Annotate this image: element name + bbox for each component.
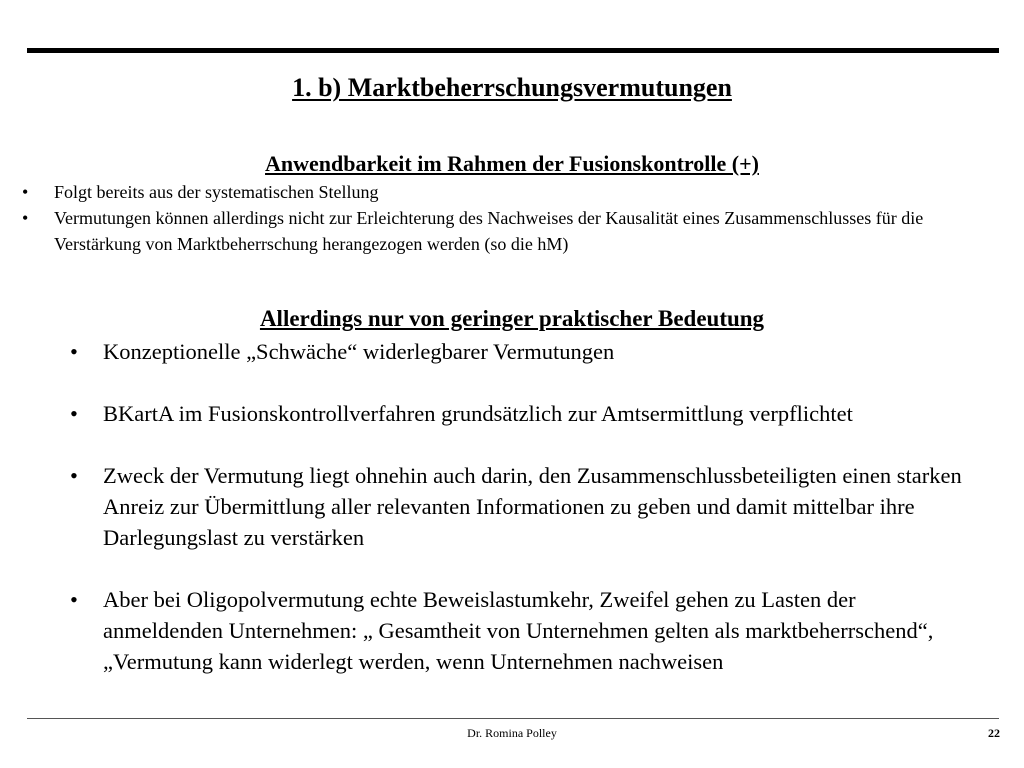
bullet-text: Vermutungen können allerdings nicht zur Erleichterung des Nachweises der Kausalität eines Zusammenschlusses für die Verstärkung von Marktbeherrschung herangezogen werden (so die hM) (54, 208, 924, 254)
list-item (70, 336, 970, 367)
page-number: 22 (988, 726, 1000, 740)
slide-title: 1. b) Marktbeherrschungsvermutungen (292, 73, 732, 102)
list-item (70, 584, 970, 677)
bullet-icon: • (70, 401, 78, 426)
footer-divider (27, 718, 999, 719)
bullet-text: Folgt bereits aus der systematischen Stellung (54, 182, 379, 202)
footer-author: Dr. Romina Polley (467, 726, 557, 740)
practical-relevance-bullet-list (70, 336, 970, 677)
bullet-text: Zweck der Vermutung liegt ohnehin auch darin, den Zusammenschlussbeteiligten einen starken Anreiz zur Übermittlung aller relevanten Informationen zu geben und damit mittelbar ihre Darlegungslast zu verstärken (103, 463, 962, 550)
bullet-text: BKartA im Fusionskontrollverfahren grundsätzlich zur Amtsermittlung verpflichtet (103, 401, 853, 426)
list-item (70, 460, 970, 553)
section-heading-practical-relevance: Allerdings nur von geringer praktischer Bedeutung (259, 306, 765, 331)
bullet-icon: • (70, 463, 78, 488)
list-item (22, 205, 942, 257)
list-item (22, 179, 942, 205)
top-divider (27, 48, 999, 53)
bullet-icon: • (70, 587, 78, 612)
bullet-icon: • (22, 182, 29, 202)
bullet-text: Konzeptionelle „Schwäche“ widerlegbarer Vermutungen (103, 339, 615, 364)
section-heading-applicability: Anwendbarkeit im Rahmen der Fusionskontrolle (+) (265, 151, 759, 176)
bullet-text: Aber bei Oligopolvermutung echte Beweislastumkehr, Zweifel gehen zu Lasten der anmeldenden Unternehmen: „ Gesamtheit von Unternehmen gelten als marktbeherrschend“, „Vermutung kann widerlegt werden, wenn Unternehmen nachweisen (103, 587, 934, 674)
list-item (70, 398, 970, 429)
applicability-bullet-list (22, 179, 942, 257)
bullet-icon: • (22, 208, 29, 228)
bullet-icon: • (70, 339, 78, 364)
